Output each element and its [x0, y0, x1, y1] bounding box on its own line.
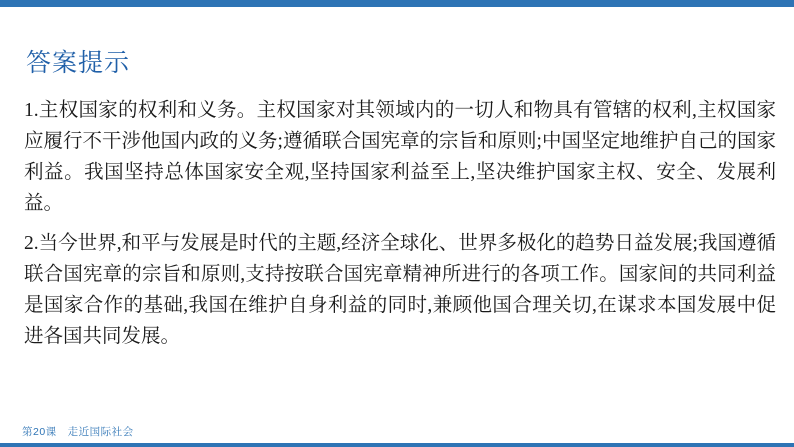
paragraph-1: 1.主权国家的权利和义务。主权国家对其领域内的一切人和物具有管辖的权利,主权国家应履行不干涉他国内政的义务;遵循联合国宪章的宗旨和原则;中国坚定地维护自己的国家利益。我国坚持总体国家安全观,坚持国家利益至上,坚决维护国家主权、安全、发展利益。	[24, 100, 776, 214]
top-accent-rule	[0, 0, 794, 7]
footer-lesson-label: 第20课 走近国际社会	[22, 426, 134, 438]
answer-body	[24, 95, 776, 356]
page-title: 答案提示	[26, 49, 131, 77]
bottom-accent-rule	[0, 443, 794, 447]
paragraph-2: 2.当今世界,和平与发展是时代的主题,经济全球化、世界多极化的趋势日益发展;我国遵循联合国宪章的宗旨和原则,支持按联合国宪章精神所进行的各项工作。国家间的共同利益是国家合作的基础,我国在维护自身利益的同时,兼顾他国合理关切,在谋求本国发展中促进各国共同发展。	[24, 233, 776, 347]
slide-footer	[0, 417, 794, 447]
